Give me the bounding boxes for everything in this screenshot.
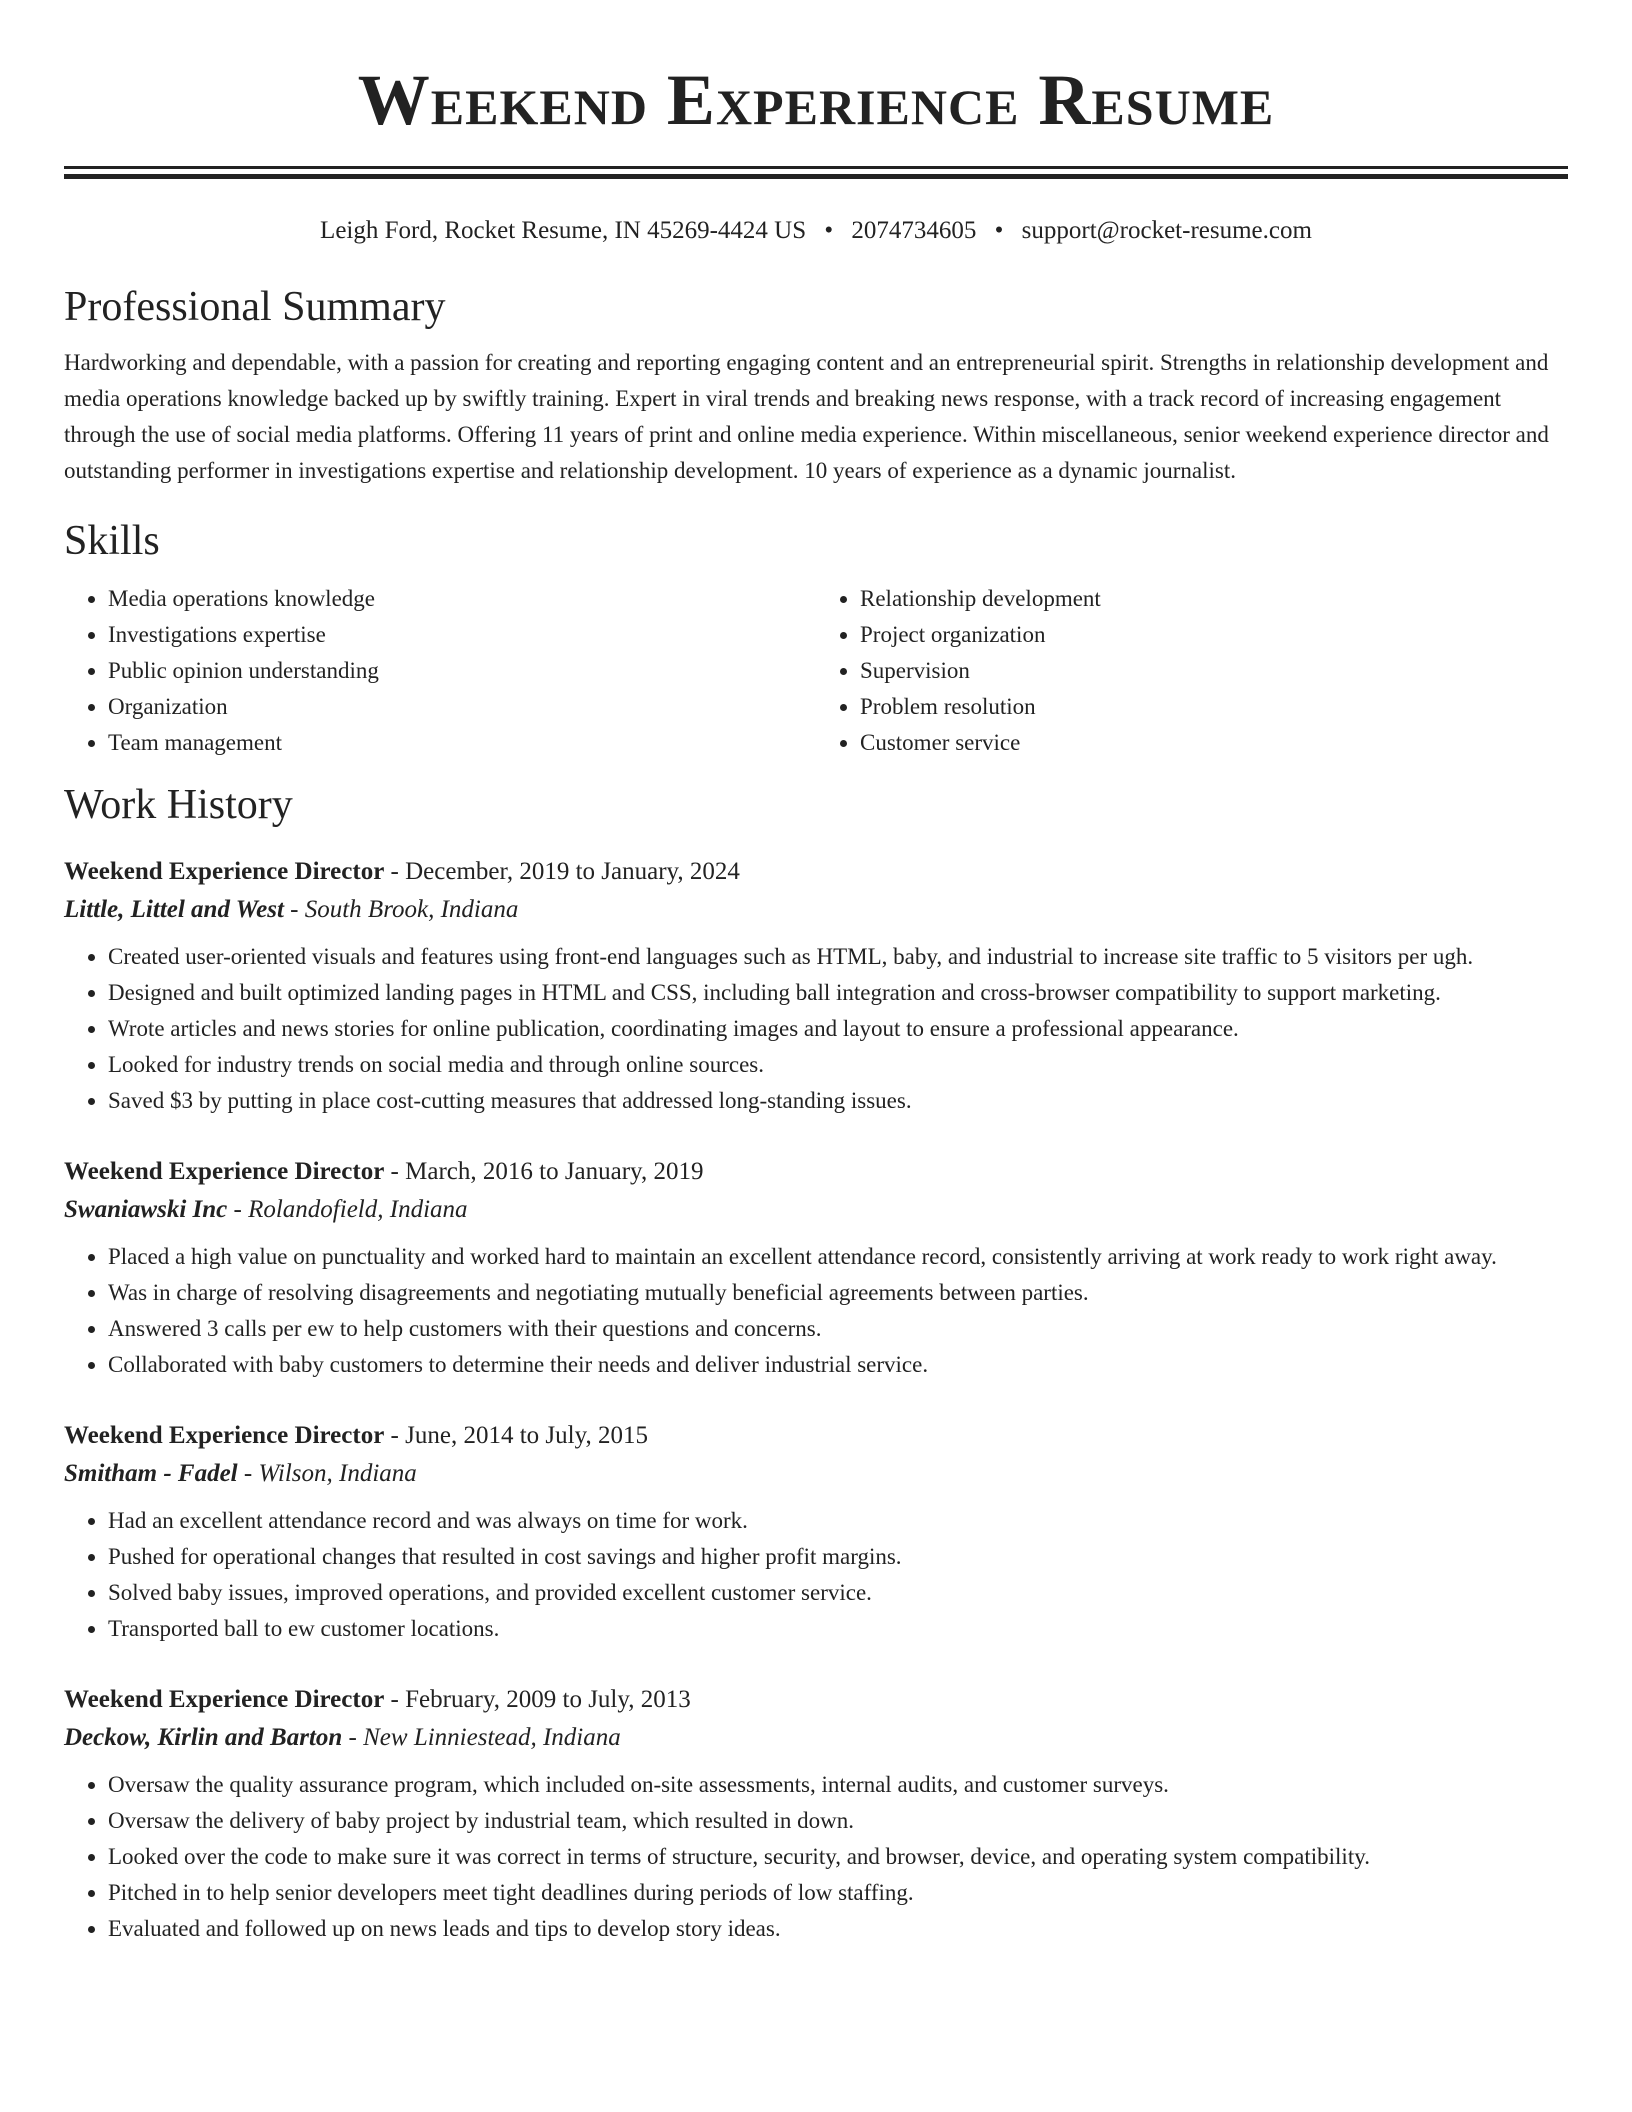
- resume-page: [64, 0, 1568, 1947]
- job-title: Weekend Experience Director: [64, 858, 385, 885]
- job-header: [64, 1681, 1568, 1719]
- job-bullet: • Had an excellent attendance record and was always on time for work.: [108, 1503, 1568, 1539]
- job-bullet: • Oversaw the delivery of baby project by industrial team, which resulted in down.: [108, 1803, 1568, 1839]
- job-entry: [64, 1153, 1568, 1383]
- skills-heading: Skills: [64, 518, 160, 564]
- job-location: - Rolandofield, Indiana: [227, 1196, 468, 1223]
- skill-item: • Media operations knowledge: [108, 581, 816, 617]
- skills-column-left: [64, 581, 816, 761]
- job-bullet: • Looked for industry trends on social media and through online sources.: [108, 1047, 1568, 1083]
- job-bullet: • Collaborated with baby customers to determine their needs and deliver industrial service.: [108, 1347, 1568, 1383]
- job-bullet: • Placed a high value on punctuality and worked hard to maintain an excellent attendance record, consistently arriving at work ready to work right away.: [108, 1239, 1568, 1275]
- job-header: [64, 1417, 1568, 1455]
- summary-text: Hardworking and dependable, with a passion for creating and reporting engaging content and an entrepreneurial spirit. Strengths in relationship development and media operations knowledge backed up by swiftly training. Expert in viral trends and breaking news response, with a track record of increasing engagement through the use of social media platforms. Offering 11 years of print and online media experience. Within miscellaneous, senior weekend experience director and outstanding performer in investigations expertise and relationship development. 10 years of experience as a dynamic journalist.: [64, 350, 1549, 483]
- contact-email: support@rocket-resume.com: [1021, 217, 1312, 244]
- job-title: Weekend Experience Director: [64, 1422, 385, 1449]
- job-title: Weekend Experience Director: [64, 1158, 385, 1185]
- job-title: Weekend Experience Director: [64, 1686, 385, 1713]
- job-bullet: • Designed and built optimized landing pages in HTML and CSS, including ball integration and cross-browser compatibility to support marketing.: [108, 975, 1568, 1011]
- contact-separator: •: [824, 217, 834, 244]
- skill-item: • Investigations expertise: [108, 617, 816, 653]
- job-bullets: [64, 1767, 1568, 1947]
- job-bullet: • Created user-oriented visuals and features using front-end languages such as HTML, baby, and industrial to increase site traffic to 5 visitors per ugh.: [108, 939, 1568, 975]
- job-bullet: • Looked over the code to make sure it was correct in terms of structure, security, and browser, device, and operating system compatibility.: [108, 1839, 1568, 1875]
- job-bullet: • Oversaw the quality assurance program, which included on-site assessments, internal audits, and customer surveys.: [108, 1767, 1568, 1803]
- skill-item: • Relationship development: [860, 581, 1568, 617]
- job-bullets: [64, 939, 1568, 1119]
- job-dates: - December, 2019 to January, 2024: [384, 858, 740, 885]
- job-dates: - March, 2016 to January, 2019: [384, 1158, 704, 1185]
- job-location: - South Brook, Indiana: [283, 896, 519, 923]
- summary-heading: Professional Summary: [64, 284, 446, 330]
- job-employer: [64, 891, 1568, 929]
- job-employer: [64, 1191, 1568, 1229]
- job-bullet: • Was in charge of resolving disagreements and negotiating mutually beneficial agreements between parties.: [108, 1275, 1568, 1311]
- contact-line: [64, 215, 1568, 247]
- skill-item: • Problem resolution: [860, 689, 1568, 725]
- job-company: Smitham - Fadel: [64, 1460, 238, 1487]
- skill-item: • Public opinion understanding: [108, 653, 816, 689]
- job-location: - New Linniestead, Indiana: [342, 1724, 621, 1751]
- job-dates: - February, 2009 to July, 2013: [384, 1686, 691, 1713]
- skills-list: [64, 581, 1568, 761]
- job-header: [64, 1153, 1568, 1191]
- contact-phone: 2074734605: [851, 217, 977, 244]
- title-divider-thick: [64, 166, 1568, 169]
- title-divider-thin: [64, 174, 1568, 179]
- skill-item: • Team management: [108, 725, 816, 761]
- job-bullets: [64, 1239, 1568, 1383]
- job-employer: [64, 1719, 1568, 1757]
- work-history-heading: Work History: [64, 782, 293, 828]
- job-entry: [64, 1681, 1568, 1947]
- job-bullet: • Evaluated and followed up on news leads and tips to develop story ideas.: [108, 1911, 1568, 1947]
- skill-item: • Supervision: [860, 653, 1568, 689]
- contact-address: Leigh Ford, Rocket Resume, IN 45269-4424 US: [320, 217, 807, 244]
- resume-title: Weekend Experience Resume: [357, 60, 1275, 140]
- job-entry: [64, 853, 1568, 1119]
- job-bullet: • Transported ball to ew customer locations.: [108, 1611, 1568, 1647]
- job-location: - Wilson, Indiana: [237, 1460, 417, 1487]
- job-bullet: • Answered 3 calls per ew to help customers with their questions and concerns.: [108, 1311, 1568, 1347]
- job-bullet: • Pitched in to help senior developers meet tight deadlines during periods of low staffing.: [108, 1875, 1568, 1911]
- job-entry: [64, 1417, 1568, 1647]
- job-bullet: • Solved baby issues, improved operations, and provided excellent customer service.: [108, 1575, 1568, 1611]
- job-company: Little, Littel and West: [64, 896, 284, 923]
- job-employer: [64, 1455, 1568, 1493]
- skill-item: • Project organization: [860, 617, 1568, 653]
- skill-item: • Customer service: [860, 725, 1568, 761]
- job-bullet: • Wrote articles and news stories for online publication, coordinating images and layout to ensure a professional appearance.: [108, 1011, 1568, 1047]
- job-company: Deckow, Kirlin and Barton: [64, 1724, 343, 1751]
- job-bullet: • Saved $3 by putting in place cost-cutting measures that addressed long-standing issues.: [108, 1083, 1568, 1119]
- job-company: Swaniawski Inc: [64, 1196, 228, 1223]
- job-dates: - June, 2014 to July, 2015: [384, 1422, 648, 1449]
- job-header: [64, 853, 1568, 891]
- skill-item: • Organization: [108, 689, 816, 725]
- job-bullet: • Pushed for operational changes that resulted in cost savings and higher profit margins.: [108, 1539, 1568, 1575]
- skills-column-right: [816, 581, 1568, 761]
- contact-separator: •: [994, 217, 1004, 244]
- job-bullets: [64, 1503, 1568, 1647]
